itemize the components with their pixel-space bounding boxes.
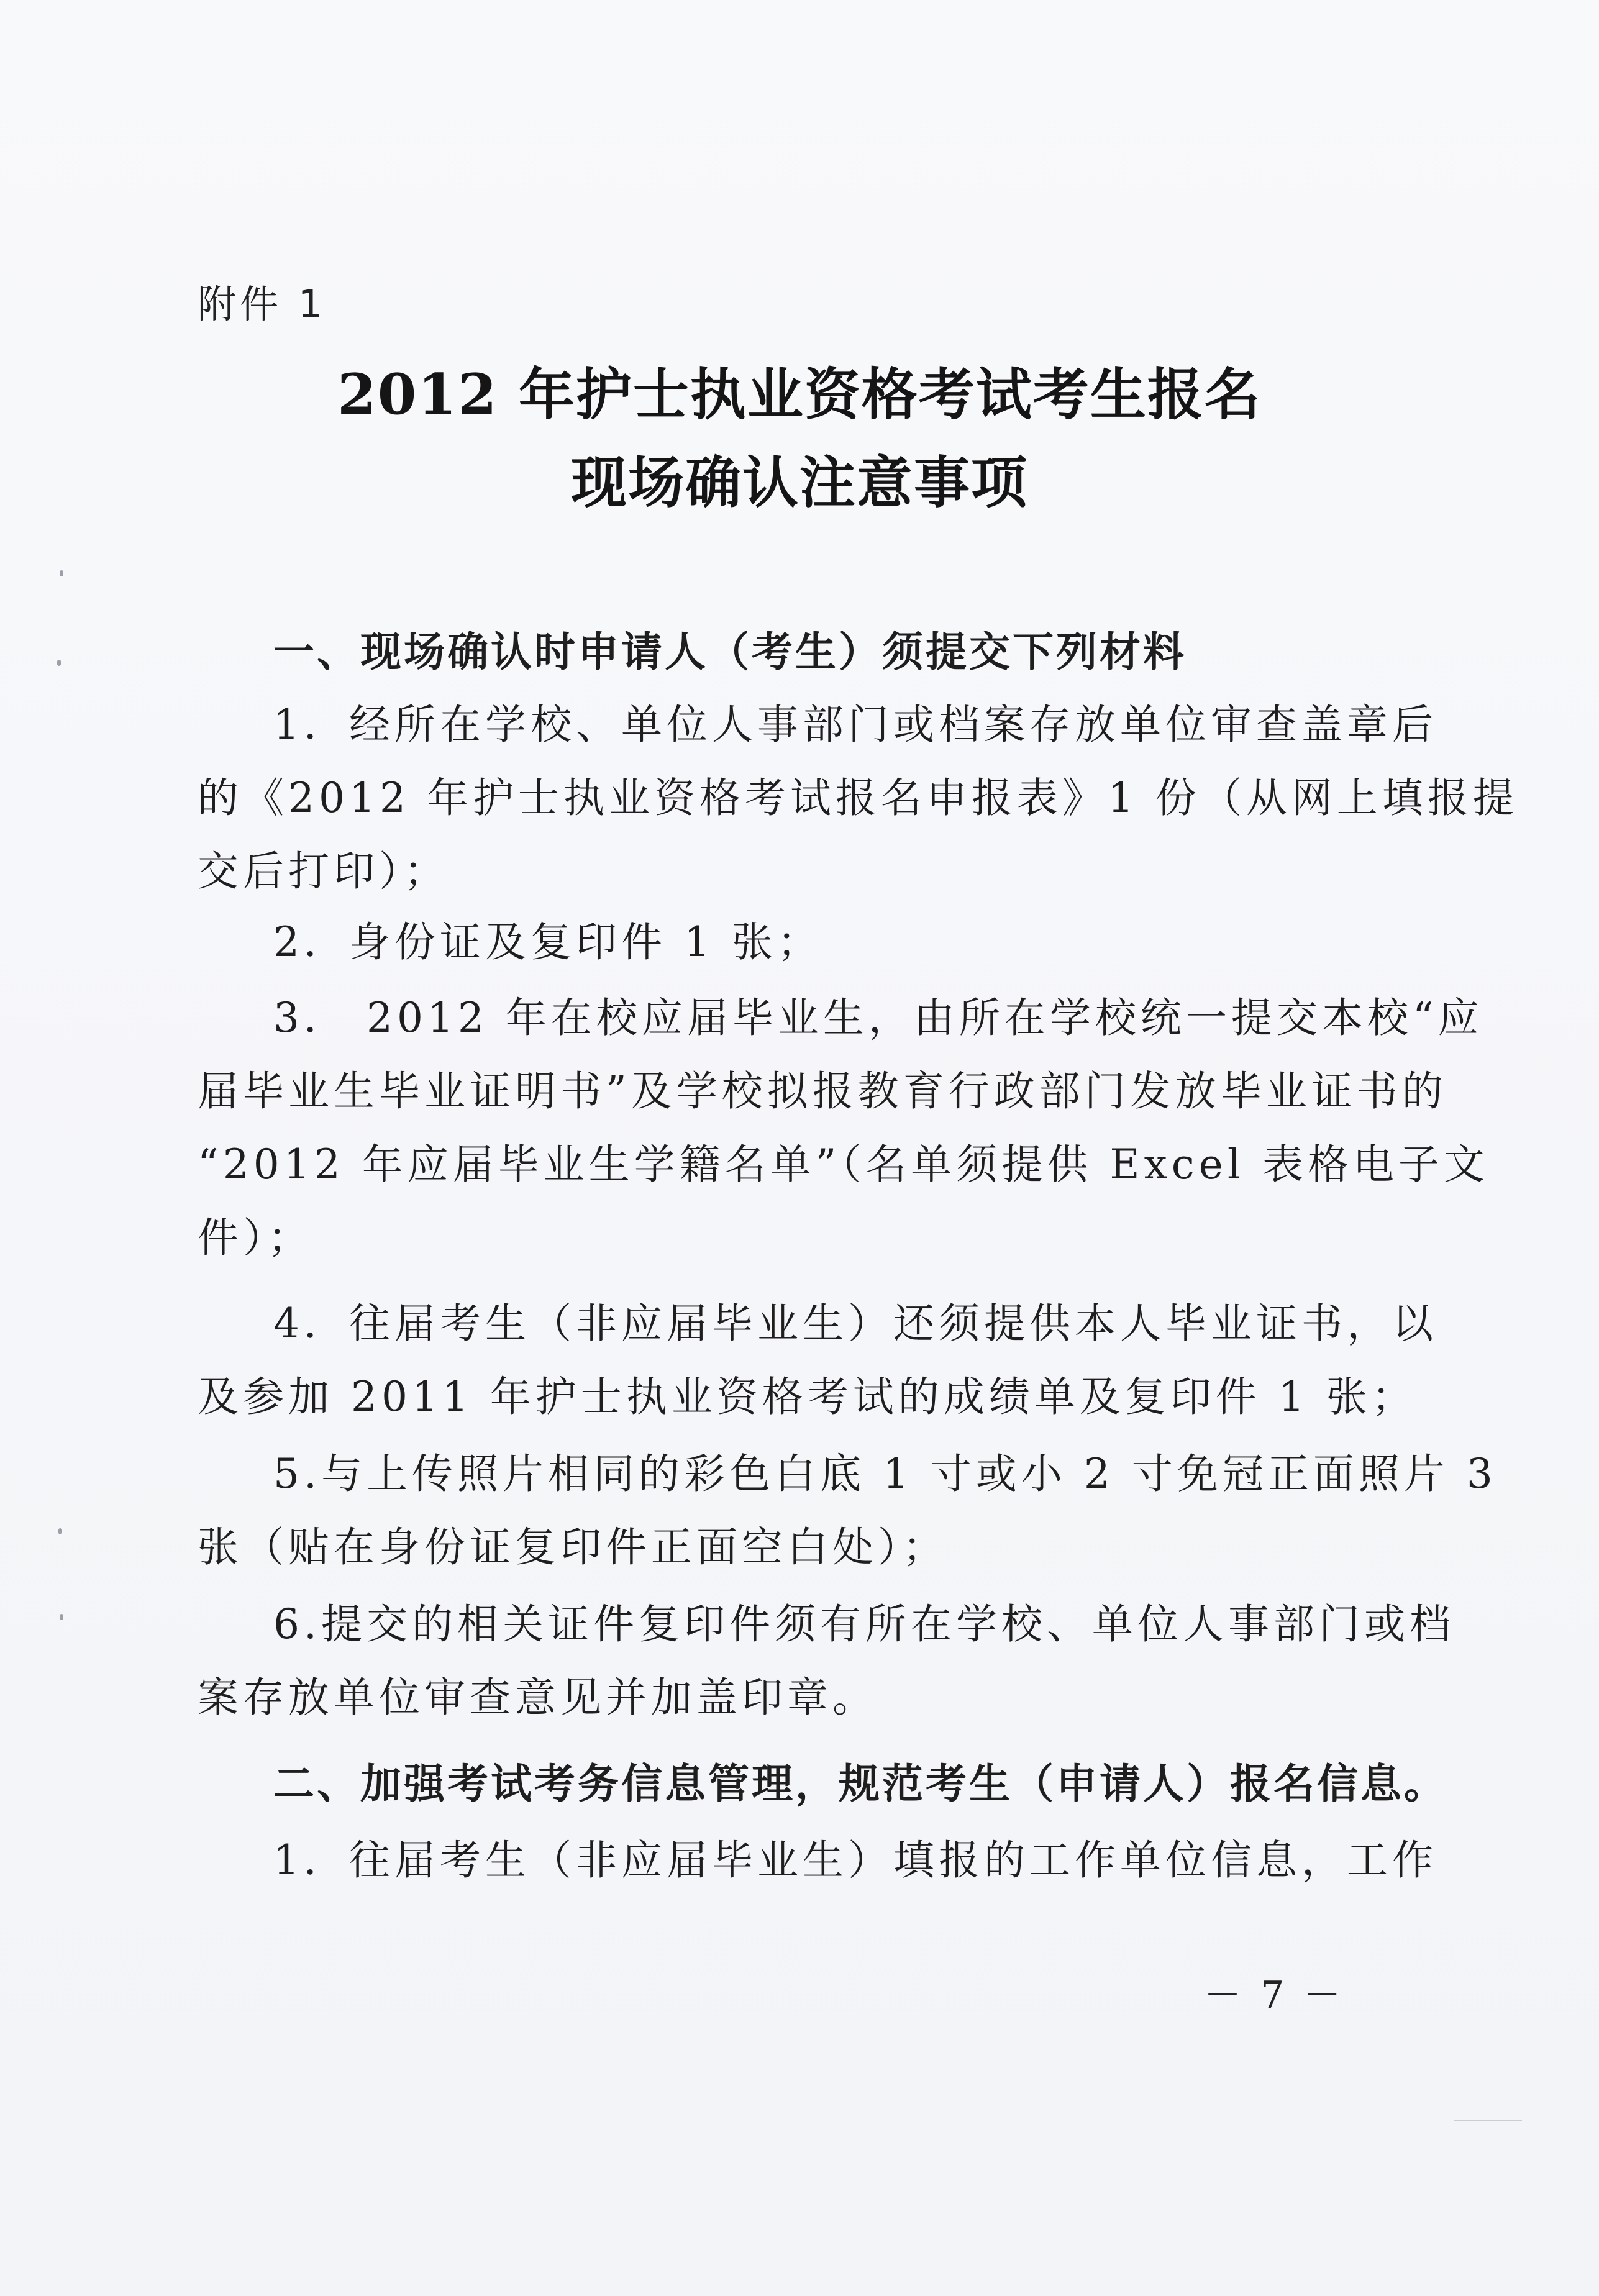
scan-mark — [1454, 2120, 1522, 2121]
paragraph-line: 案存放单位审查意见并加盖印章。 — [198, 1674, 878, 1721]
section-1-item-4 — [198, 1287, 1437, 1434]
paragraph-line: 4．往届考生（非应届毕业生）还须提供本人毕业证书，以 — [273, 1300, 1437, 1347]
paragraph-line: 件）； — [198, 1214, 313, 1262]
section-2-heading: 二、加强考试考务信息管理，规范考生（申请人）报名信息。 — [273, 1759, 1447, 1808]
paragraph-line: 交后打印）； — [198, 847, 449, 895]
section-2-item-1 — [273, 1824, 1437, 1897]
paragraph-line: 张（贴在身份证复印件正面空白处）； — [198, 1523, 948, 1571]
section-1-item-6 — [198, 1588, 1455, 1734]
paragraph-line: 1．经所在学校、单位人事部门或档案存放单位审查盖章后 — [273, 701, 1437, 749]
paragraph-line: 6.提交的相关证件复印件须有所在学校、单位人事部门或档 — [273, 1600, 1455, 1648]
page-number: － 7 － — [1204, 1974, 1345, 2017]
paragraph-line: 的《2012 年护士执业资格考试报名申报表》1 份（从网上填报提 — [198, 774, 1518, 822]
paragraph-line: 3． 2012 年在校应届毕业生，由所在学校统一提交本校“应 — [273, 994, 1483, 1042]
scan-speck — [58, 1528, 62, 1534]
attachment-label: 附件 1 — [198, 281, 327, 327]
scan-speck — [60, 570, 63, 576]
section-1-item-5 — [198, 1437, 1497, 1584]
paragraph-line: 2．身份证及复印件 1 张； — [273, 918, 822, 966]
section-1-item-2 — [273, 906, 822, 979]
scan-speck — [57, 660, 61, 666]
section-1-item-1 — [198, 688, 1518, 908]
paragraph-line: 届毕业生毕业证明书”及学校拟报教育行政部门发放毕业证书的 — [198, 1067, 1447, 1115]
paragraph-line: 1．往届考生（非应届毕业生）填报的工作单位信息，工作 — [273, 1836, 1437, 1884]
section-1-item-3 — [198, 982, 1489, 1275]
document-title-line-2: 现场确认注意事项 — [571, 450, 1028, 516]
paragraph-line: “2012 年应届毕业生学籍名单”（名单须提供 Excel 表格电子文 — [198, 1141, 1489, 1188]
section-1-heading: 一、现场确认时申请人（考生）须提交下列材料 — [273, 627, 1187, 676]
scan-speck — [60, 1614, 63, 1620]
document-title-line-1: 2012 年护士执业资格考试考生报名 — [337, 362, 1262, 427]
paragraph-line: 5.与上传照片相同的彩色白底 1 寸或小 2 寸免冠正面照片 3 — [273, 1450, 1497, 1498]
paragraph-line: 及参加 2011 年护士执业资格考试的成绩单及复印件 1 张； — [198, 1373, 1417, 1421]
